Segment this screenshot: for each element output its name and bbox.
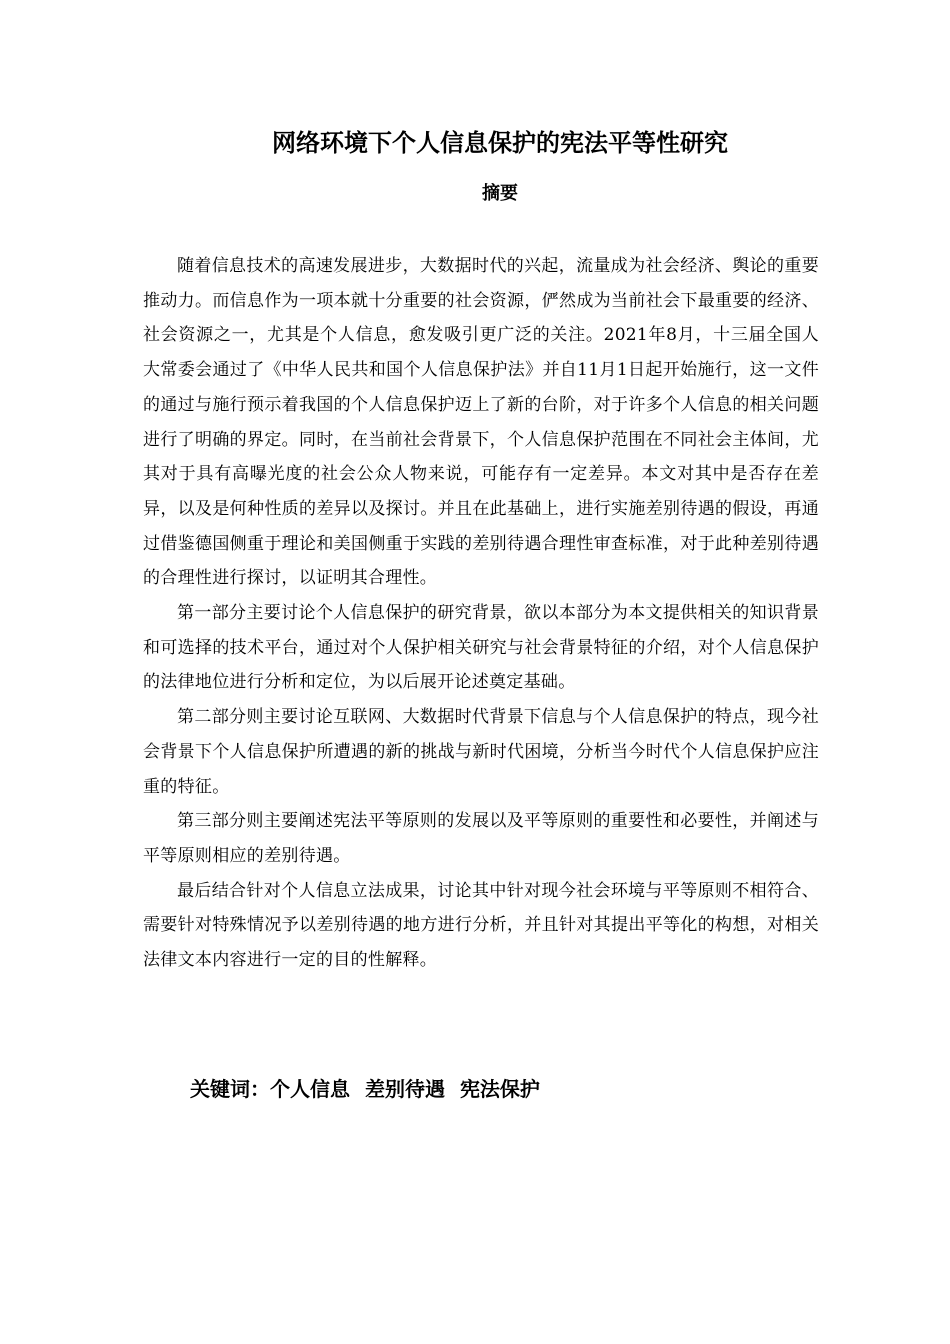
paragraph-part-one: 第一部分主要讨论个人信息保护的研究背景，欲以本部分为本文提供相关的知识背景和可选择的技术平台，通过对个人保护相关研究与社会背景特征的介绍，对个人信息保护的法律地位进行分析和定位，为以后展开论述奠定基础。 (143, 603, 819, 693)
abstract-body (143, 249, 819, 978)
paragraph-conclusion: 最后结合针对个人信息立法成果，讨论其中针对现今社会环境与平等原则不相符合、需要针对特殊情况予以差别待遇的地方进行分析，并且针对其提出平等化的构想，对相关法律文本内容进行一定的目的性解释。 (143, 880, 819, 971)
abstract-heading: 摘要 (482, 183, 518, 204)
keywords-line (190, 1074, 830, 1104)
keyword-item: 个人信息 (270, 1077, 350, 1101)
paragraph-intro: 随着信息技术的高速发展进步，大数据时代的兴起，流量成为社会经济、舆论的重要推动力。而信息作为一项本就十分重要的社会资源，俨然成为当前社会下最重要的经济、社会资源之一，尤其是个人信息，愈发吸引更广泛的关注。2021年8月，十三届全国人大常委会通过了《中华人民共和国个人信息保护法》并自11月1日起开始施行，这一文件的通过与施行预示着我国的个人信息保护迈上了新的台阶，对于许多个人信息的相关问题进行了明确的界定。同时，在当前社会背景下，个人信息保护范围在不同社会主体间，尤其对于具有高曝光度的社会公众人物来说，可能存有一定差异。本文对其中是否存在差异，以及是何种性质的差异以及探讨。并且在此基础上，进行实施差别待遇的假设，再通过借鉴德国侧重于理论和美国侧重于实践的差别待遇合理性审查标准，对于此种差别待遇的合理性进行探讨，以证明其合理性。 (143, 256, 819, 589)
keyword-item: 宪法保护 (459, 1077, 540, 1101)
page-title: 网络环境下个人信息保护的宪法平等性研究 (272, 129, 728, 157)
paragraph-part-two: 第二部分则主要讨论互联网、大数据时代背景下信息与个人信息保护的特点，现今社会背景下个人信息保护所遭遇的新的挑战与新时代困境，分析当今时代个人信息保护应注重的特征。 (143, 707, 819, 797)
keywords-label: 关键词： (190, 1077, 270, 1101)
paragraph-part-three: 第三部分则主要阐述宪法平等原则的发展以及平等原则的重要性和必要性，并阐述与平等原则相应的差别待遇。 (143, 811, 819, 866)
keyword-item: 差别待遇 (364, 1077, 445, 1101)
